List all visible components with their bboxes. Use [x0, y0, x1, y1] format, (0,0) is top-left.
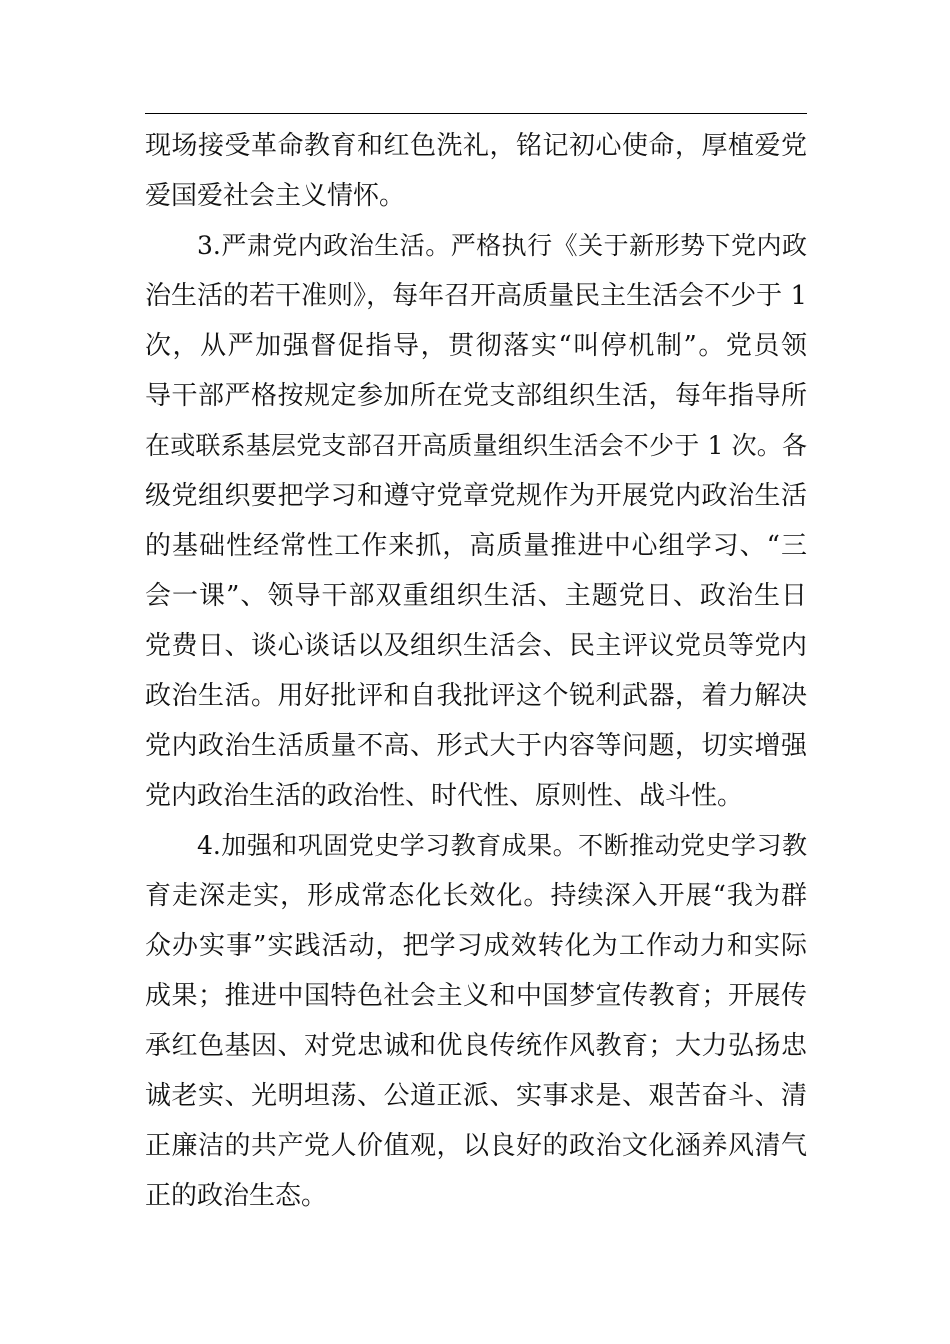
text-line: 政治生活。用好批评和自我批评这个锐利武器，着力解决	[145, 681, 807, 711]
text-line: 众办实事”实践活动，把学习成效转化为工作动力和实际	[145, 931, 807, 961]
text-line: 的基础性经常性工作来抓，高质量推进中心组学习、“三	[145, 531, 807, 561]
text-line: 承红色基因、对党忠诚和优良传统作风教育；大力弘扬忠	[145, 1031, 807, 1061]
text-line: 党内政治生活质量不高、形式大于内容等问题，切实增强	[145, 731, 807, 761]
text-line: 育走深走实，形成常态化长效化。持续深入开展“我为群	[145, 881, 807, 911]
text-line: 党内政治生活的政治性、时代性、原则性、战斗性。	[145, 781, 744, 811]
paragraph-3-first-line: 3.严肃党内政治生活。严格执行《关于新形势下党内政	[197, 231, 807, 260]
text-line: 现场接受革命教育和红色洗礼，铭记初心使命，厚植爱党	[145, 131, 807, 161]
text-line: 爱国爱社会主义情怀。	[145, 181, 406, 211]
text-line: 正的政治生态。	[145, 1181, 328, 1211]
text-line: 次，从严加强督促指导，贯彻落实“叫停机制”。党员领	[145, 331, 807, 361]
text-line: 党费日、谈心谈话以及组织生活会、民主评议党员等党内	[145, 631, 807, 661]
text-line: 治生活的若干准则》，每年召开高质量民主生活会不少于 1	[145, 281, 807, 311]
text-line: 在或联系基层党支部召开高质量组织生活会不少于 1 次。各	[145, 431, 807, 460]
text-line: 正廉洁的共产党人价值观，以良好的政治文化涵养风清气	[145, 1131, 807, 1161]
paragraph-4-first-line: 4.加强和巩固党史学习教育成果。不断推动党史学习教	[197, 831, 807, 860]
text-line: 级党组织要把学习和遵守党章党规作为开展党内政治生活	[145, 481, 807, 511]
text-line: 诚老实、光明坦荡、公道正派、实事求是、艰苦奋斗、清	[145, 1081, 807, 1111]
text-line: 会一课”、领导干部双重组织生活、主题党日、政治生日	[145, 581, 807, 611]
text-line: 成果；推进中国特色社会主义和中国梦宣传教育；开展传	[145, 981, 807, 1011]
text-line: 导干部严格按规定参加所在党支部组织生活，每年指导所	[145, 381, 807, 411]
header-rule	[145, 113, 807, 114]
